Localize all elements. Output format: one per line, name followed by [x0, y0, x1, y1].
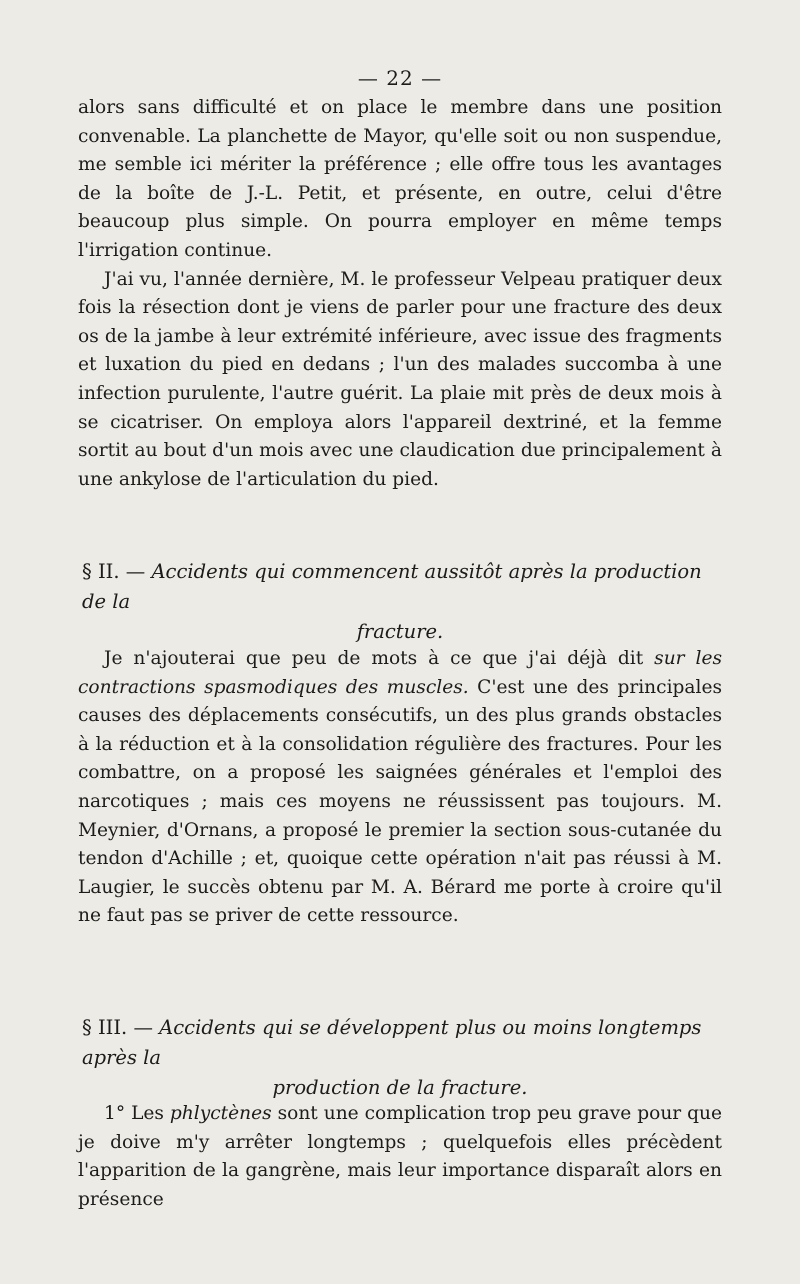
- section-3-number: § III. —: [82, 1016, 153, 1039]
- paragraph-1: alors sans difficulté et on place le membre dans une position convenable. La planchette de Mayor, qu'elle soit ou non suspendue, me semble ici mériter la préférence ; elle offre tous les avantages de la boîte de J.-L. Petit, et présente, en outre, celui d'être beaucoup plus simple. On pourra employer en même temps l'irrigation continue.: [78, 97, 722, 261]
- body-text-bottom: [78, 1100, 722, 1214]
- section-2-heading: [78, 557, 722, 647]
- paragraph-4: [78, 1100, 722, 1214]
- paragraph-2: J'ai vu, l'année dernière, M. le professeur Velpeau pratiquer deux fois la résection dont je viens de parler pour une fracture des deux os de la jambe à leur extrémité inférieure, avec issue des fragments et luxation du pied en dedans ; l'un des malades succomba à une infection purulente, l'autre guérit. La plaie mit près de deux mois à se cicatriser. On employa alors l'appareil dextriné, et la femme sortit au bout d'un mois avec une claudication due principalement à une ankylose de l'articulation du pied.: [78, 268, 722, 490]
- section-2-title-line-2: fracture.: [356, 620, 444, 643]
- paragraph-4-text-end: sont une complication trop peu grave pour que je doive m'y arrêter longtemps ; quelquefois elles précèdent l'apparition de la gangrène, mais leur importance disparaît alors en présence: [78, 1103, 723, 1210]
- body-text-top: [78, 94, 722, 494]
- section-3-title-line-1: Accidents qui se développent plus ou moins longtemps après la: [82, 1016, 702, 1069]
- paragraph-4-italic: phlyctènes: [169, 1103, 272, 1124]
- section-2-title-line-1: Accidents qui commencent aussitôt après la production de la: [82, 560, 702, 613]
- body-text-middle: [78, 645, 722, 931]
- page-number: — 22 —: [357, 66, 443, 90]
- section-2-number: § II. —: [82, 560, 146, 583]
- paragraph-3-italic: sur les contractions spasmodiques des muscles.: [78, 648, 722, 698]
- section-3-heading: [78, 1013, 722, 1103]
- paragraph-3-text-start: Je n'ajouterai que peu de mots à ce que j'ai déjà dit: [104, 648, 655, 669]
- paragraph-4-text-start: 1° Les: [104, 1103, 170, 1124]
- paragraph-3: [78, 645, 722, 931]
- paragraph-3-text-end: C'est une des principales causes des déplacements consécutifs, un des plus grands obstacles à la réduction et à la consolidation régulière des fractures. Pour les combattre, on a proposé les saignées générales et l'emploi des narcotiques ; mais ces moyens ne réussissent pas toujours. M. Meynier, d'Ornans, a proposé le premier la section sous-cutanée du tendon d'Achille ; et, quoique cette opération n'ait pas réussi à M. Laugier, le succès obtenu par M. A. Bérard me porte à croire qu'il ne faut pas se priver de cette ressource.: [78, 676, 722, 927]
- section-3-title-line-2: production de la fracture.: [272, 1076, 528, 1099]
